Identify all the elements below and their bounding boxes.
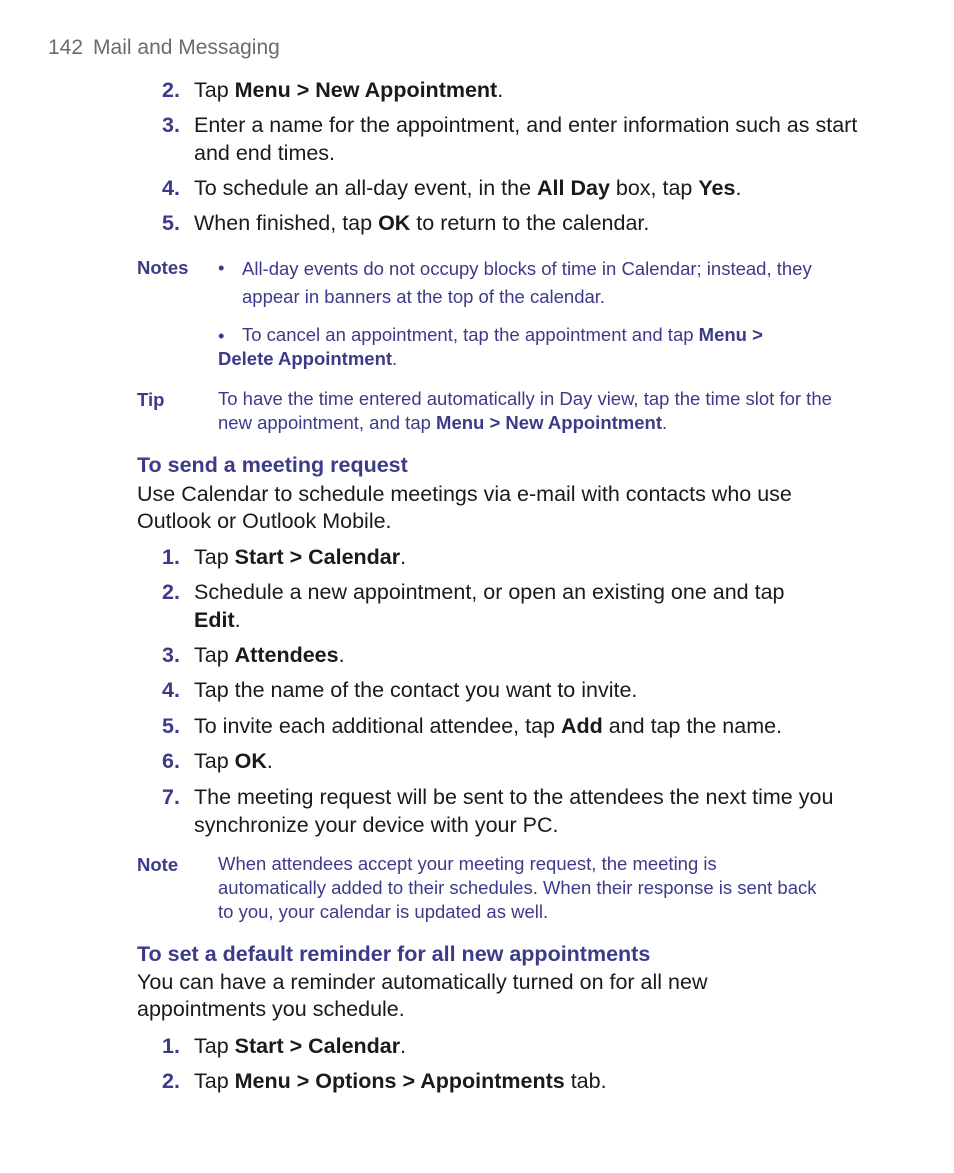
list-item — [162, 111, 862, 167]
step-number: 3. — [162, 113, 180, 137]
step-text: Tap OK. — [194, 749, 273, 773]
step-number: 3. — [162, 643, 180, 667]
section-heading: To send a meeting request — [137, 453, 408, 477]
section-intro: Use Calendar to schedule meetings via e-mail with contacts who use Outlook or Outlook Mobile. — [137, 482, 792, 533]
section-heading: To set a default reminder for all new appointments — [137, 942, 651, 966]
note-label: Note — [137, 854, 179, 875]
list-item — [162, 783, 862, 839]
list-item — [162, 174, 862, 202]
step-text: When finished, tap OK to return to the calendar. — [194, 211, 650, 235]
step-number: 5. — [162, 211, 180, 235]
note-item: All-day events do not occupy blocks of time in Calendar; instead, they appear in banners at the top of the calendar. — [242, 258, 812, 307]
bullet-icon: • — [218, 257, 225, 278]
note-item: To cancel an appointment, tap the appointment and tap Menu > Delete Appointment. — [218, 324, 763, 369]
step-text: Tap the name of the contact you want to invite. — [194, 678, 638, 702]
step-number: 4. — [162, 678, 180, 702]
list-item — [162, 543, 862, 571]
list-item — [162, 209, 862, 237]
list-item — [162, 1032, 862, 1060]
step-text: Tap Attendees. — [194, 643, 345, 667]
step-number: 6. — [162, 749, 180, 773]
tip-label: Tip — [137, 389, 165, 410]
step-number: 2. — [162, 1069, 180, 1093]
step-number: 2. — [162, 580, 180, 604]
step-number: 7. — [162, 785, 180, 809]
note-text: When attendees accept your meeting request, the meeting is automatically added to their schedules. When their response is sent back to you, your calendar is updated as well. — [218, 853, 817, 922]
step-text: To schedule an all-day event, in the All Day box, tap Yes. — [194, 176, 742, 200]
step-text: Enter a name for the appointment, and enter information such as start and end times. — [194, 113, 858, 165]
list-item — [162, 712, 862, 740]
page-header — [48, 36, 280, 60]
step-number: 1. — [162, 1034, 180, 1058]
list-item — [162, 76, 862, 104]
step-number: 5. — [162, 714, 180, 738]
section-intro: You can have a reminder automatically turned on for all new appointments you schedule. — [137, 970, 708, 1021]
step-text: The meeting request will be sent to the attendees the next time you synchronize your device with your PC. — [194, 785, 834, 837]
list-item — [162, 641, 862, 669]
step-text: Tap Menu > New Appointment. — [194, 78, 504, 102]
step-text: To invite each additional attendee, tap Add and tap the name. — [194, 714, 783, 738]
section-title: Mail and Messaging — [93, 36, 280, 59]
list-item — [162, 676, 862, 704]
step-number: 2. — [162, 78, 180, 102]
page-number: 142 — [48, 36, 84, 59]
list-item — [162, 747, 862, 775]
step-number: 4. — [162, 176, 180, 200]
step-text: Tap Start > Calendar. — [194, 545, 407, 569]
tip-text: To have the time entered automatically in Day view, tap the time slot for the new appointment, and tap Menu > New Appointment. — [218, 388, 832, 433]
notes-label: Notes — [137, 257, 189, 278]
step-number: 1. — [162, 545, 180, 569]
step-text: Tap Menu > Options > Appointments tab. — [194, 1069, 607, 1093]
step-text: Tap Start > Calendar. — [194, 1034, 407, 1058]
bullet-icon: • — [218, 325, 225, 346]
list-item — [162, 1067, 862, 1095]
step-text: Schedule a new appointment, or open an existing one and tap Edit. — [194, 580, 785, 632]
list-item — [162, 578, 862, 634]
